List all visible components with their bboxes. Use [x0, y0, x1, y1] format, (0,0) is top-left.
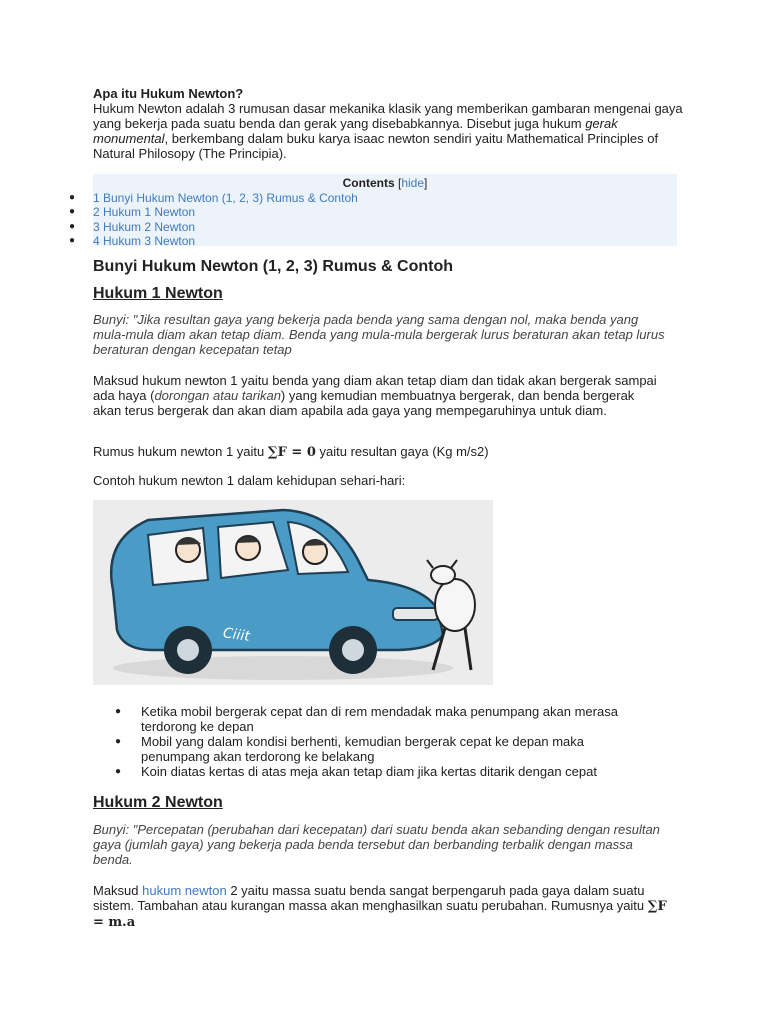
list-item	[93, 764, 653, 779]
law2-formula: ∑F = m.a	[93, 899, 667, 930]
car-braking-illustration	[93, 500, 493, 685]
law1-formula-suffix: yaitu resultan gaya (Kg m/s2)	[315, 444, 489, 459]
table-of-contents	[69, 174, 677, 248]
intro-paragraph	[93, 101, 683, 161]
law2-explanation	[93, 883, 673, 930]
law1-heading: Hukum 1 Newton	[93, 285, 223, 302]
toc-hide-link[interactable]: hide	[401, 176, 424, 190]
intro-text-2: , berkembang dalam buku karya isaac newton sendiri yaitu Mathematical Principles of Natural Philosopy (The Principia).	[93, 131, 659, 161]
intro-title: Apa itu Hukum Newton?	[93, 86, 244, 101]
law1-formula: ∑F = 0	[267, 445, 316, 460]
intro-italic: gerak monumental	[93, 116, 618, 146]
law2-expl-1: Maksud	[93, 883, 143, 898]
law1-expl-2: ) yang kemudian membuatnya bergerak, dan benda bergerak akan terus bergerak dan akan diam apabila ada gaya yang mempegaruhinya untuk diam.	[93, 388, 635, 418]
toc-item-4[interactable]	[69, 234, 677, 249]
law2-expl-2: 2 yaitu massa suatu benda sangat berpengaruh pada gaya dalam suatu sistem. Tambahan atau kurangan massa akan menghasilkan suatu perubahan. Rumusnya yaitu	[93, 883, 648, 913]
toc-item-2[interactable]	[69, 205, 677, 220]
bullet-icon: ●	[69, 220, 76, 232]
bullet-icon: ●	[115, 766, 122, 777]
example-text: Mobil yang dalam kondisi berhenti, kemudian bergerak cepat ke depan maka penumpang akan terdorong ke belakang	[141, 734, 584, 764]
law1-formula-prefix: Rumus hukum newton 1 yaitu	[93, 444, 268, 459]
toc-item-label: 2 Hukum 1 Newton	[93, 205, 196, 219]
law1-examples-list	[93, 704, 653, 779]
hukum-newton-link[interactable]: hukum newton	[142, 883, 227, 898]
law1-example-intro: Contoh hukum newton 1 dalam kehidupan sehari-hari:	[93, 473, 406, 488]
toc-item-label: 3 Hukum 2 Newton	[93, 219, 196, 234]
bullet-icon: ●	[115, 706, 122, 717]
toc-list	[69, 190, 677, 249]
law2-heading: Hukum 2 Newton	[93, 794, 223, 811]
toc-header: Contents [hide]	[342, 176, 428, 190]
law1-explanation	[93, 373, 658, 418]
toc-item-3[interactable]	[69, 219, 677, 235]
law1-expl-italic: dorongan atau tarikan	[154, 388, 281, 403]
car-illustration-svg	[93, 500, 493, 685]
law1-statement: Bunyi: "Jika resultan gaya yang bekerja pada benda yang sama dengan nol, maka benda yang mula-mula diam akan tetap diam. Benda yang mula-mula bergerak lurus beraturan akan tetap lurus beraturan dengan kecepatan tetap	[93, 312, 665, 357]
bullet-icon: ●	[115, 736, 122, 747]
example-text: Ketika mobil bergerak cepat dan di rem mendadak maka penumpang akan merasa terdorong ke depan	[141, 704, 618, 734]
skid-sound-text: Ciiit	[221, 625, 251, 645]
law1-expl-1: Maksud hukum newton 1 yaitu benda yang diam akan tetap diam dan tidak akan bergerak sampai ada haya (	[93, 373, 657, 403]
law1-formula-line	[93, 444, 489, 460]
list-item	[93, 734, 653, 764]
main-section-heading: Bunyi Hukum Newton (1, 2, 3) Rumus & Contoh	[93, 258, 454, 275]
toc-item-label: 4 Hukum 3 Newton	[93, 234, 196, 248]
intro-text-1: Hukum Newton adalah 3 rumusan dasar mekanika klasik yang memberikan gambaran mengenai gaya yang bekerja pada suatu benda dan gerak yang disebabkannya. Disebut juga hukum	[93, 101, 683, 131]
bullet-icon: ●	[69, 206, 76, 217]
list-item	[93, 704, 653, 734]
toc-item-label: 1 Bunyi Hukum Newton (1, 2, 3) Rumus & Contoh	[93, 190, 358, 205]
law2-statement: Bunyi: "Percepatan (perubahan dari kecepatan) dari suatu benda akan sebanding dengan resultan gaya (jumlah gaya) yang bekerja pada benda tersebut dan berbanding terbalik dengan massa benda.	[93, 822, 660, 867]
toc-item-1[interactable]	[69, 190, 677, 206]
bullet-icon: ●	[69, 235, 76, 246]
bullet-icon: ●	[69, 191, 76, 203]
example-text: Koin diatas kertas di atas meja akan tetap diam jika kertas ditarik dengan cepat	[141, 764, 597, 779]
toc-label: Contents	[342, 176, 395, 190]
